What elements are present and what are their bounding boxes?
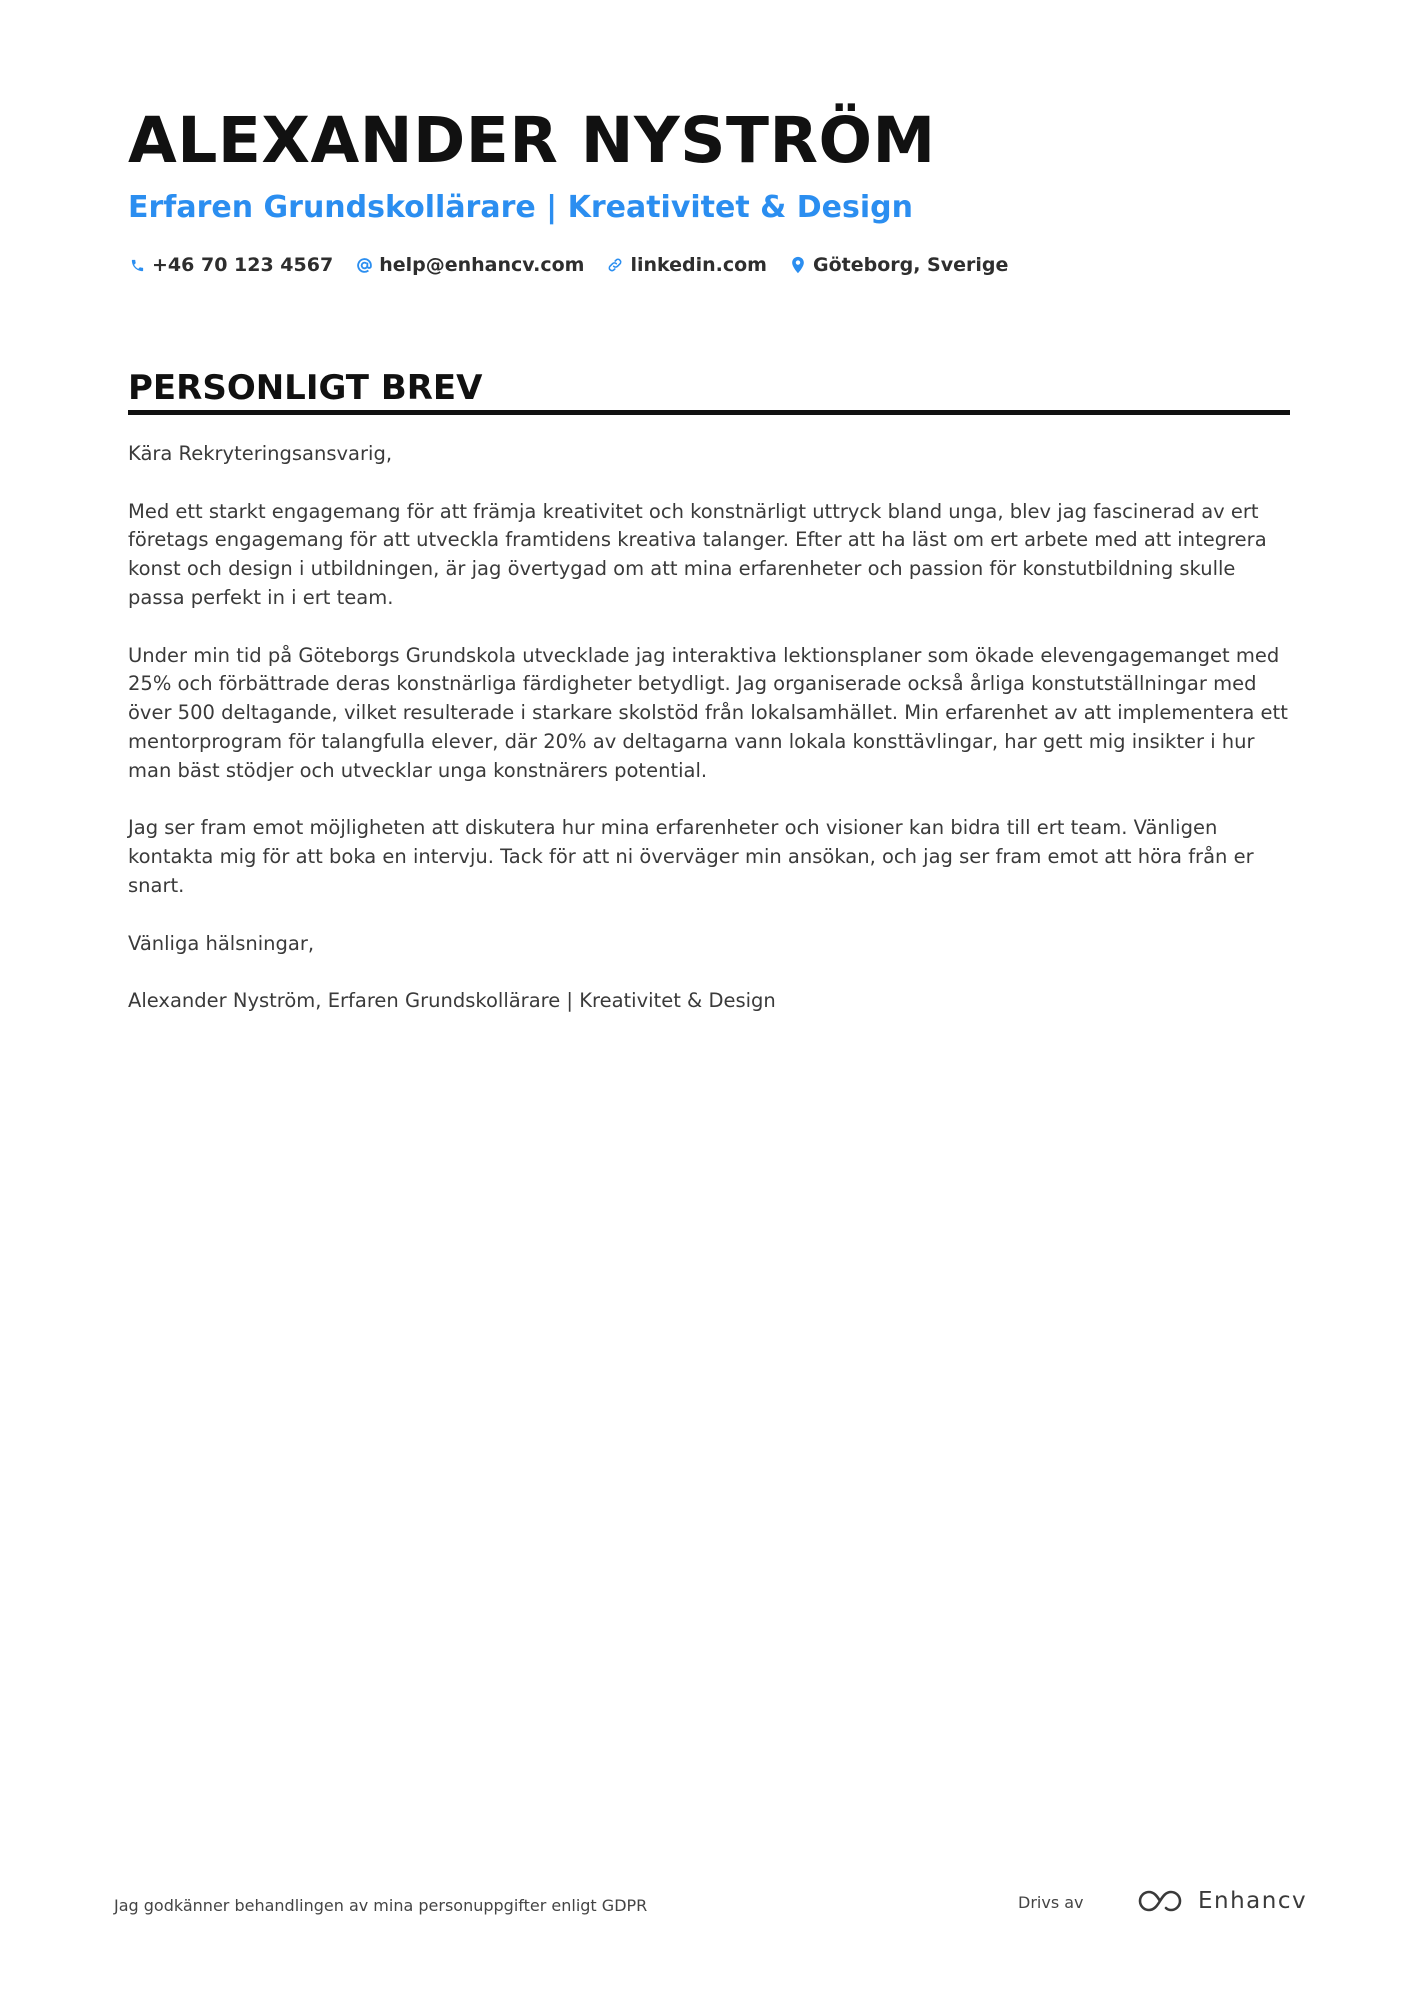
letter-body bbox=[128, 440, 1290, 1045]
letter-paragraph: Under min tid på Göteborgs Grundskola utvecklade jag interaktiva lektionsplaner som ökade elevengagemanget med 25% och förbättrade deras konstnärliga färdigheter betydligt. Jag organiserade också årliga konstutställningar med över 500 deltagande, vilket resulterade i starkare skolstöd från lokalsamhället. Min erfarenhet av att implementera ett mentorprogram för talangfulla elever, där 20% av deltagarna vann lokala konsttävlingar, har gett mig insikter i hur man bäst stödjer och utvecklar unga konstnärers potential. bbox=[128, 643, 1288, 782]
enhancv-logo-text: Enhancv bbox=[1198, 1888, 1308, 1914]
contact-phone-text: +46 70 123 4567 bbox=[152, 254, 334, 276]
contact-location bbox=[789, 254, 1008, 276]
applicant-headline: Erfaren Grundskollärare | Kreativitet & Design bbox=[128, 190, 913, 225]
location-pin-icon bbox=[789, 255, 807, 275]
contact-phone bbox=[128, 254, 333, 276]
applicant-name: ALEXANDER NYSTRÖM bbox=[128, 104, 936, 177]
enhancv-logo-icon bbox=[1138, 1888, 1184, 1914]
gdpr-consent-text: Jag godkänner behandlingen av mina personuppgifter enligt GDPR bbox=[114, 1896, 648, 1915]
letter-signature: Alexander Nyström, Erfaren Grundskollärare | Kreativitet & Design bbox=[128, 989, 776, 1013]
link-icon bbox=[606, 255, 624, 275]
letter-closing: Vänliga hälsningar, bbox=[128, 931, 315, 955]
contact-bar bbox=[128, 254, 1030, 276]
phone-icon bbox=[128, 255, 146, 275]
letter-paragraph: Jag ser fram emot möjligheten att diskutera hur mina erfarenheter och visioner kan bidra till ert team. Vänligen kontakta mig för att boka en intervju. Tack för att ni överväger min ansökan, och jag ser fram emot att höra från er snart. bbox=[128, 816, 1254, 897]
powered-by-label: Drivs av bbox=[1018, 1893, 1084, 1912]
contact-location-text: Göteborg, Sverige bbox=[812, 254, 1009, 276]
section-divider bbox=[128, 410, 1290, 415]
letter-greeting: Kära Rekryteringsansvarig, bbox=[128, 442, 393, 465]
at-icon bbox=[355, 255, 373, 275]
contact-linkedin-text: linkedin.com bbox=[630, 254, 767, 276]
section-title: PERSONLIGT BREV bbox=[128, 368, 483, 408]
contact-email-text: help@enhancv.com bbox=[379, 254, 585, 276]
letter-paragraph: Med ett starkt engagemang för att främja kreativitet och konstnärligt uttryck bland unga, blev jag fascinerad av ert företags engagemang för att utveckla framtidens kreativa talanger. Efter att ha läst om ert arbete med att integrera konst och design i utbildningen, är jag övertygad om att mina erfarenheter och passion för konstutbildning skulle passa perfekt in i ert team. bbox=[128, 499, 1267, 609]
enhancv-logo[interactable] bbox=[1138, 1888, 1307, 1914]
contact-email[interactable] bbox=[355, 254, 584, 276]
contact-linkedin[interactable] bbox=[606, 254, 767, 276]
